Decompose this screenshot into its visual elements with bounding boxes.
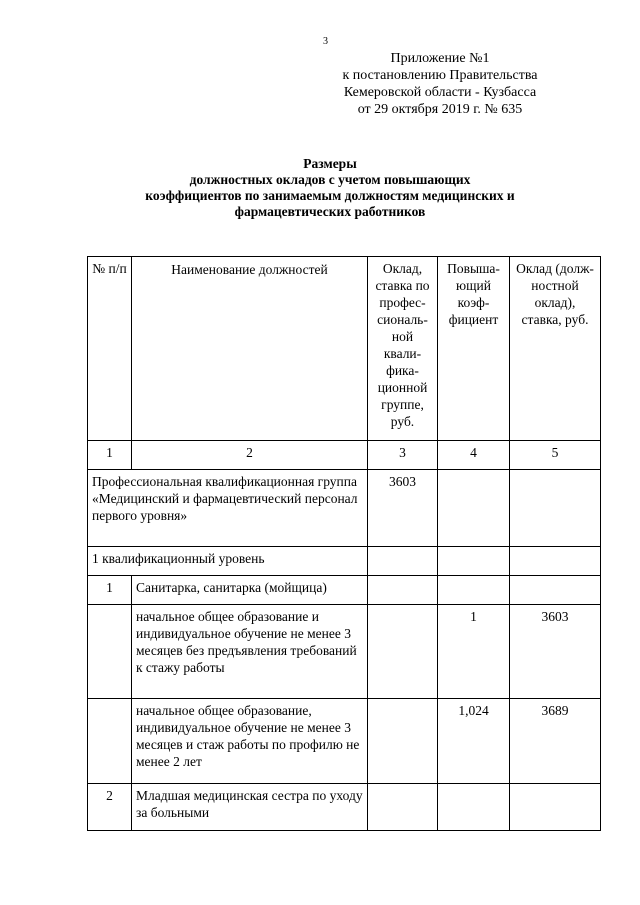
header-coefficient: Повыша-ющий коэф-фициент [438,257,510,441]
header-num: № п/п [88,257,132,441]
table-row [88,784,601,831]
empty-cell [368,605,438,699]
qualification-level: 1 квалификационный уровень [88,547,368,576]
table-row [88,470,601,547]
empty-cell [510,576,601,605]
column-number: 1 [88,441,132,470]
title-line: коэффициентов по занимаемым должностям медицинских и [145,188,515,203]
position-number: 2 [88,784,132,831]
appendix-line: Приложение №1 [390,51,490,66]
empty-cell [368,699,438,784]
empty-cell [438,576,510,605]
table-header-row [88,257,601,441]
document-title [100,156,560,220]
page-number: 3 [323,36,328,47]
empty-cell [88,699,132,784]
header-result-salary: Оклад (долж-ностной оклад), ставка, руб. [510,257,601,441]
empty-cell [88,605,132,699]
position-name: Санитарка, санитарка (мойщица) [132,576,368,605]
empty-cell [510,547,601,576]
column-number: 3 [368,441,438,470]
title-line: фармацевтических работников [234,204,426,219]
empty-cell [510,784,601,831]
table-row [88,547,601,576]
group-name: Профессиональная квалификационная группа «Медицинский и фармацевтический персонал первого уровня» [88,470,368,547]
appendix-block [320,50,560,118]
empty-cell [368,547,438,576]
column-number: 4 [438,441,510,470]
coefficient-value: 1 [438,605,510,699]
empty-cell [438,784,510,831]
requirement-text: начальное общее образование и индивидуальное обучение не менее 3 месяцев без предъявления требований к стажу работы [132,605,368,699]
column-number: 2 [132,441,368,470]
table-row [88,699,601,784]
appendix-line: к постановлению Правительства [342,68,538,83]
table-row [88,576,601,605]
empty-cell [438,470,510,547]
column-number-row [88,441,601,470]
empty-cell [438,547,510,576]
coefficient-value: 1,024 [438,699,510,784]
result-salary-value: 3689 [510,699,601,784]
result-salary-value: 3603 [510,605,601,699]
title-line: Размеры [303,156,357,171]
title-line: должностных окладов с учетом повышающих [189,172,471,187]
appendix-line: Кемеровской области - Кузбасса [343,85,537,100]
empty-cell [510,470,601,547]
header-name: Наименование должностей [132,257,368,441]
table-row [88,605,601,699]
appendix-line: от 29 октября 2019 г. № 635 [357,102,523,117]
requirement-text: начальное общее образование, индивидуальное обучение не менее 3 месяцев и стаж работы по профилю не менее 2 лет [132,699,368,784]
column-number: 5 [510,441,601,470]
group-salary: 3603 [368,470,438,547]
position-number: 1 [88,576,132,605]
empty-cell [368,784,438,831]
salary-table [87,256,601,831]
position-name: Младшая медицинская сестра по уходу за больными [132,784,368,831]
header-salary: Оклад, ставка по профес-сиональ-ной квали-фика-ционной группе, руб. [368,257,438,441]
empty-cell [368,576,438,605]
